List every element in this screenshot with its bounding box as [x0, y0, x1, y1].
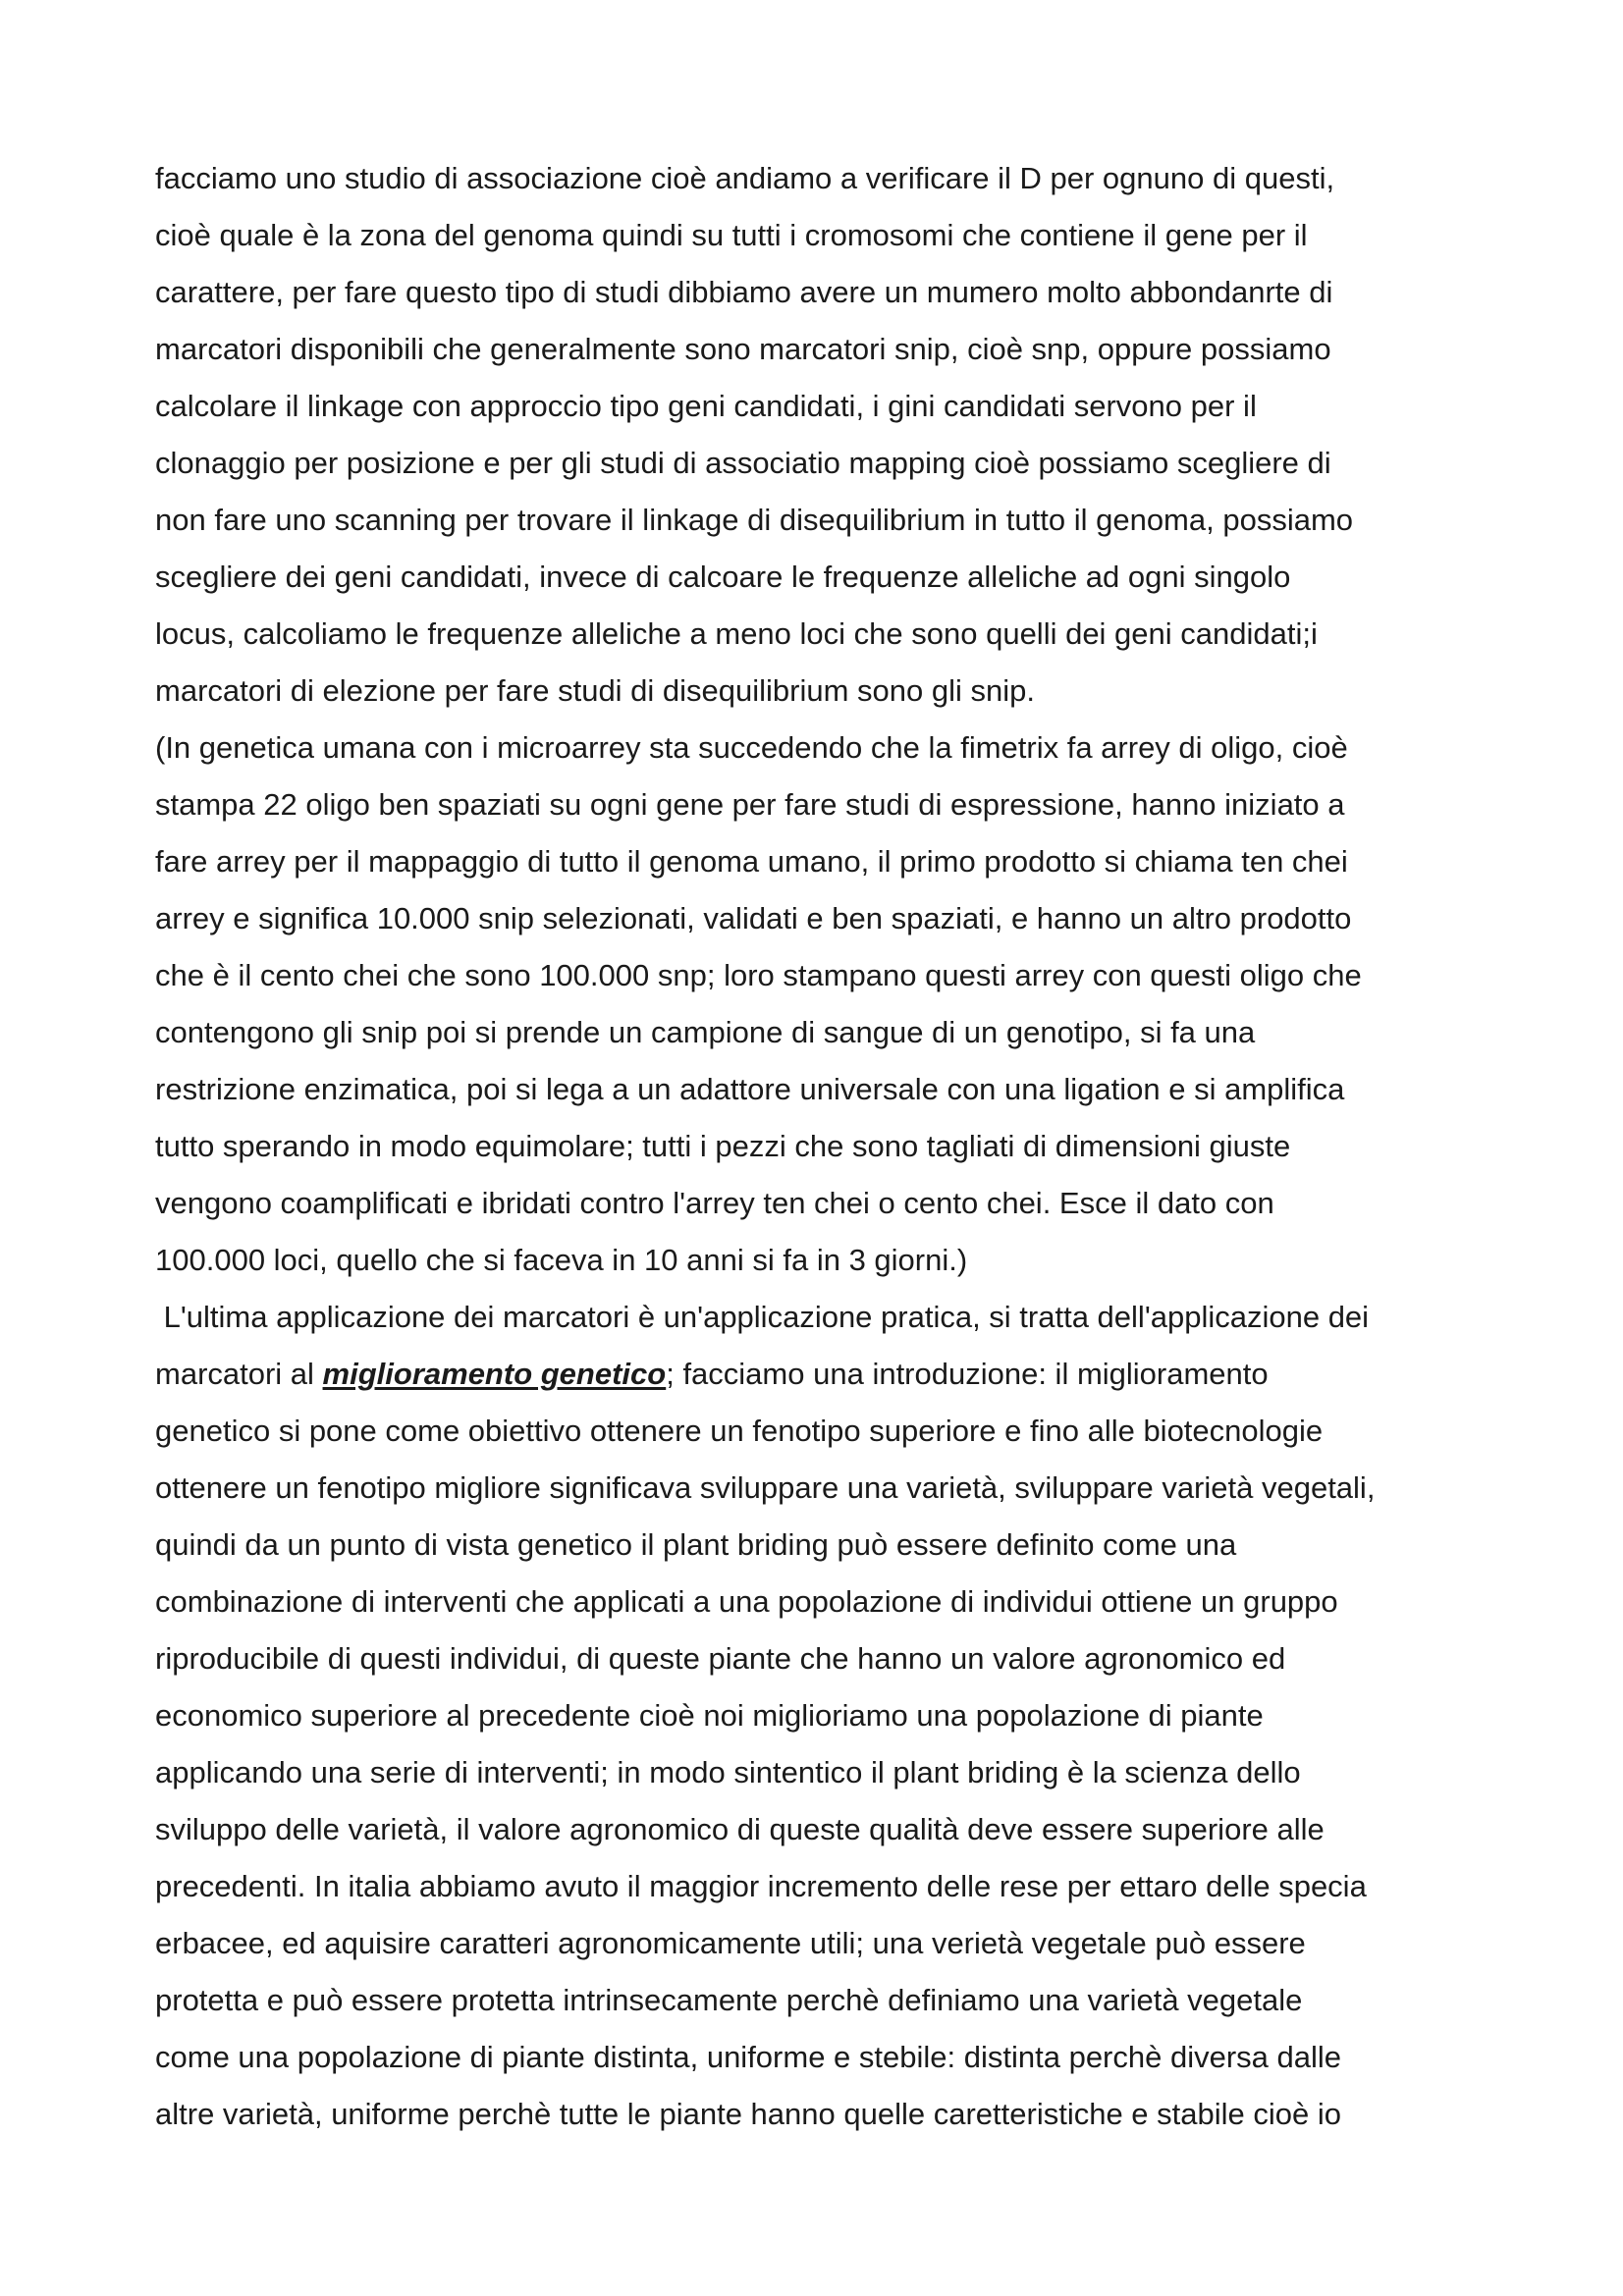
- text-line: restrizione enzimatica, poi si lega a un adattore universale con una ligation e si amplifica: [155, 1072, 1345, 1106]
- text-line: stampa 22 oligo ben spaziati su ogni gene per fare studi di espressione, hanno iniziato a: [155, 787, 1345, 822]
- text-line: altre varietà, uniforme perchè tutte le piante hanno quelle caretteristiche e stabile cioè io: [155, 2097, 1341, 2131]
- line-segment: marcatori al: [155, 1357, 323, 1391]
- text-line: carattere, per fare questo tipo di studi dibbiamo avere un mumero molto abbondanrte di: [155, 275, 1333, 309]
- text-line: come una popolazione di piante distinta, uniforme e stebile: distinta perchè diversa dalle: [155, 2040, 1342, 2074]
- text-line: vengono coamplificati e ibridati contro l'arrey ten chei o cento chei. Esce il dato con: [155, 1186, 1274, 1220]
- text-line: arrey e significa 10.000 snip selezionati, validati e ben spaziati, e hanno un altro prodotto: [155, 901, 1352, 935]
- text-line: fare arrey per il mappaggio di tutto il genoma umano, il primo prodotto si chiama ten chei: [155, 844, 1348, 879]
- text-line: quindi da un punto di vista genetico il plant briding può essere definito come una: [155, 1527, 1237, 1562]
- text-line: tutto sperando in modo equimolare; tutti i pezzi che sono tagliati di dimensioni giuste: [155, 1129, 1291, 1163]
- text-line: protetta e può essere protetta intrinsecamente perchè definiamo una varietà vegetale: [155, 1983, 1303, 2017]
- text-line: non fare uno scanning per trovare il linkage di disequilibrium in tutto il genoma, possiamo: [155, 503, 1354, 537]
- text-line: calcolare il linkage con approccio tipo geni candidati, i gini candidati servono per il: [155, 389, 1257, 423]
- text-line: clonaggio per posizione e per gli studi di associatio mapping cioè possiamo scegliere di: [155, 446, 1331, 480]
- text-line: locus, calcoliamo le frequenze alleliche a meno loci che sono quelli dei geni candidati;i: [155, 616, 1318, 651]
- text-line: economico superiore al precedente cioè noi miglioriamo una popolazione di piante: [155, 1698, 1264, 1733]
- text-line: ottenere un fenotipo migliore significava sviluppare una varietà, sviluppare varietà vegetali,: [155, 1470, 1376, 1505]
- text-line: marcatori di elezione per fare studi di disequilibrium sono gli snip.: [155, 673, 1036, 708]
- text-line: L'ultima applicazione dei marcatori è un'applicazione pratica, si tratta dell'applicazione dei: [155, 1300, 1370, 1334]
- text-line: cioè quale è la zona del genoma quindi su tutti i cromosomi che contiene il gene per il: [155, 218, 1308, 252]
- body-text: [155, 150, 1490, 2143]
- text-line: sviluppo delle varietà, il valore agronomico di queste qualità deve essere superiore alle: [155, 1812, 1325, 1846]
- text-line: combinazione di interventi che applicati a una popolazione di individui ottiene un gruppo: [155, 1584, 1338, 1619]
- text-line: genetico si pone come obiettivo ottenere un fenotipo superiore e fino alle biotecnologie: [155, 1414, 1324, 1448]
- text-line: precedenti. In italia abbiamo avuto il maggior incremento delle rese per ettaro delle specia: [155, 1869, 1367, 1903]
- text-line: marcatori disponibili che generalmente sono marcatori snip, cioè snp, oppure possiamo: [155, 332, 1331, 366]
- text-line: facciamo uno studio di associazione cioè andiamo a verificare il D per ognuno di questi,: [155, 161, 1335, 195]
- text-line: che è il cento chei che sono 100.000 snp; loro stampano questi arrey con questi oligo che: [155, 958, 1362, 992]
- text-line: (In genetica umana con i microarrey sta succedendo che la fimetrix fa arrey di oligo, cioè: [155, 730, 1348, 765]
- text-line: 100.000 loci, quello che si faceva in 10 anni si fa in 3 giorni.): [155, 1243, 968, 1277]
- text-line: erbacee, ed aquisire caratteri agronomicamente utili; una verietà vegetale può essere: [155, 1926, 1306, 1960]
- emphasized-term: miglioramento genetico: [322, 1357, 667, 1391]
- text-line: applicando una serie di interventi; in modo sintentico il plant briding è la scienza dello: [155, 1755, 1301, 1789]
- text-line: scegliere dei geni candidati, invece di calcoare le frequenze alleliche ad ogni singolo: [155, 560, 1291, 594]
- text-line: contengono gli snip poi si prende un campione di sangue di un genotipo, si fa una: [155, 1015, 1256, 1049]
- text-line: riproducibile di questi individui, di queste piante che hanno un valore agronomico ed: [155, 1641, 1286, 1676]
- text-line-with-emphasis: [155, 1346, 1490, 1403]
- line-segment: ; facciamo una introduzione: il miglioramento: [666, 1357, 1269, 1391]
